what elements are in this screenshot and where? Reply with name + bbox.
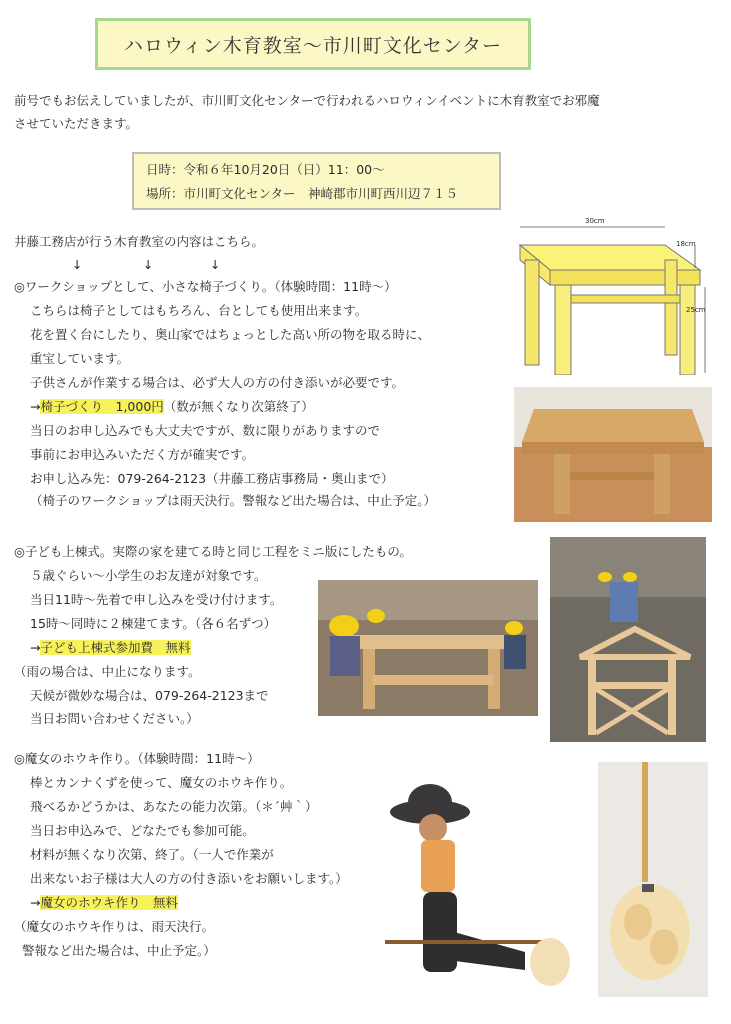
workshop-price-label: 椅子づくり 1,000円 bbox=[40, 399, 164, 414]
witch-child-photo bbox=[385, 780, 585, 1015]
joto-line: ５歳ぐらい〜小学生のお友達が対象です。 bbox=[30, 568, 267, 583]
intro-line-1: 前号でもお伝えしていましたが、市川町文化センターで行われるハロウィンイベントに木育教室でお邪魔 bbox=[14, 93, 600, 108]
joto-price bbox=[30, 637, 191, 659]
dim-width: 30cm bbox=[585, 217, 605, 225]
dim-depth: 18cm bbox=[676, 240, 696, 248]
workshop-line: 当日のお申し込みでも大丈夫ですが、数に限りがありますので bbox=[30, 423, 381, 438]
broom-price-label: 魔女のホウキ作り 無料 bbox=[40, 895, 178, 910]
broom-line: 当日お申込みで、どなたでも参加可能。 bbox=[30, 823, 255, 838]
workshop-note: （椅子のワークショップは雨天決行。警報など出た場合は、中止予定。） bbox=[30, 493, 437, 508]
broom-line: （魔女のホウキ作りは、雨天決行。 bbox=[14, 919, 215, 934]
broom-line: 警報など出た場合は、中止予定。） bbox=[22, 943, 216, 958]
workshop-line: 子供さんが作業する場合は、必ず大人の方の付き添いが必要です。 bbox=[30, 375, 405, 390]
joto-price-label: 子ども上棟式参加費 無料 bbox=[40, 640, 191, 655]
stool-diagram bbox=[505, 215, 710, 375]
broom-line: 棒とカンナくずを使って、魔女のホウキ作り。 bbox=[30, 775, 293, 790]
workshop-line: 重宝しています。 bbox=[30, 351, 130, 366]
joto-frame-photo bbox=[550, 537, 706, 742]
joto-line: 天候が微妙な場合は、079-264-2123まで bbox=[30, 688, 269, 703]
broom-photo bbox=[598, 762, 708, 997]
page-title: ハロウィン木育教室〜市川町文化センター bbox=[95, 18, 531, 70]
event-info-box bbox=[132, 152, 501, 210]
broom-price bbox=[30, 892, 178, 914]
arrow-icon: → bbox=[30, 399, 41, 414]
down-arrow-icon: ↓ bbox=[143, 257, 154, 272]
lead-text: 井藤工務店が行う木育教室の内容はこちら。 bbox=[14, 234, 265, 249]
workshop-price-note: （数が無くなり次第終了） bbox=[163, 399, 314, 414]
broom-line: 出来ないお子様は大人の方の付き添いをお願いします。） bbox=[30, 871, 348, 886]
workshop-contact: お申し込み先：079-264-2123（井藤工務店事務局・奥山まで） bbox=[30, 471, 394, 486]
arrow-icon: → bbox=[30, 895, 41, 910]
workshop-line: 事前にお申込みいただく方が確実です。 bbox=[30, 447, 255, 462]
intro-line-2: させていただきます。 bbox=[14, 116, 139, 131]
workshop-heading: ◎ワークショップとして、小さな椅子づくり。（体験時間：11時〜） bbox=[14, 279, 397, 294]
workshop-line: こちらは椅子としてはもちろん、台としても使用出来ます。 bbox=[30, 303, 368, 318]
stool-photo bbox=[514, 387, 712, 522]
joto-line: （雨の場合は、中止になります。 bbox=[14, 664, 201, 679]
dim-height: 25cm bbox=[686, 306, 706, 314]
broom-line: 飛べるかどうかは、あなたの能力次第。（＊´艸｀） bbox=[30, 799, 318, 814]
joto-line: 当日お問い合わせください。） bbox=[30, 711, 199, 726]
down-arrow-icon: ↓ bbox=[72, 257, 83, 272]
workshop-price bbox=[30, 396, 314, 418]
event-place: 場所：市川町文化センター 神崎郡市川町西川辺７１５ bbox=[146, 186, 459, 201]
event-date: 日時：令和６年10月20日（日）11：00〜 bbox=[146, 162, 385, 177]
broom-heading: ◎魔女のホウキ作り。（体験時間：11時〜） bbox=[14, 751, 260, 766]
broom-line: 材料が無くなり次第、終了。（一人で作業が bbox=[30, 847, 274, 862]
joto-heading: ◎子ども上棟式。実際の家を建てる時と同じ工程をミニ版にしたもの。 bbox=[14, 544, 412, 559]
joto-line: 15時〜同時に２棟建てます。（各６名ずつ） bbox=[30, 616, 277, 631]
joto-workshop-photo bbox=[318, 580, 538, 716]
arrow-icon: → bbox=[30, 640, 41, 655]
workshop-line: 花を置く台にしたり、奥山家ではちょっとした高い所の物を取る時に、 bbox=[30, 327, 431, 342]
down-arrow-icon: ↓ bbox=[210, 257, 221, 272]
joto-line: 当日11時〜先着で申し込みを受け付けます。 bbox=[30, 592, 283, 607]
